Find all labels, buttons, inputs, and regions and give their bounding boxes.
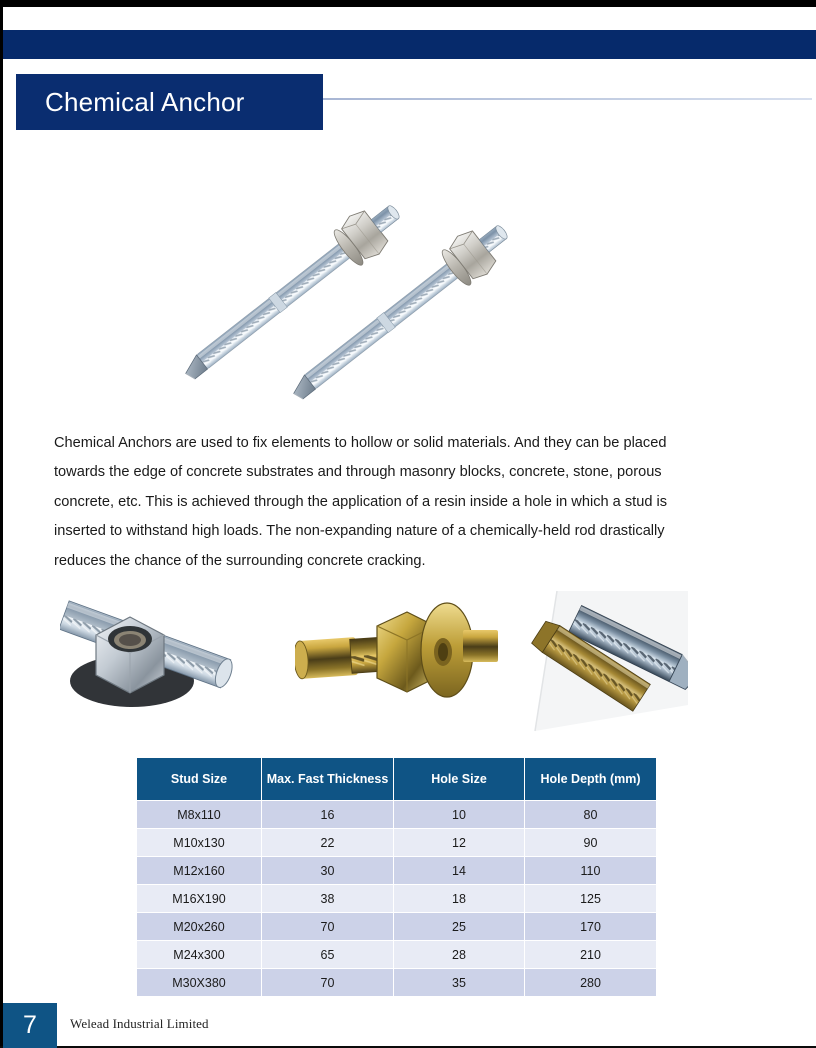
table-header-row [137, 758, 656, 800]
cell-thickness: 70 [262, 969, 393, 996]
cell-thickness: 70 [262, 913, 393, 940]
footer-company-name: Welead Industrial Limited [70, 1016, 209, 1031]
page-title: Chemical Anchor [45, 86, 245, 117]
cell-hole-depth: 280 [525, 969, 656, 996]
table-header-hole-size: Hole Size [394, 758, 524, 800]
table-row [137, 969, 656, 996]
hero-product-image [180, 150, 580, 400]
cell-thickness: 38 [262, 885, 393, 912]
table-row [137, 857, 656, 884]
header-band [3, 30, 816, 59]
cell-stud-size: M20x260 [137, 913, 261, 940]
footer-page-badge [3, 1003, 57, 1048]
page-left-border [0, 0, 3, 1048]
table-body [137, 801, 656, 996]
cell-hole-depth: 125 [525, 885, 656, 912]
page-top-border [0, 0, 816, 7]
cell-hole-size: 35 [394, 969, 524, 996]
cell-hole-size: 28 [394, 941, 524, 968]
title-divider-rule [323, 98, 812, 100]
description-paragraph: Chemical Anchors are used to fix elements to hollow or solid materials. And they can be placed towards the edge of concrete substrates and through masonry blocks, concrete, stone, porous concrete, etc. This is achieved through the application of a resin inside a hole in which a stud is inserted to withstand high loads. The non-expanding nature of a chemically-held rod drastically reduces the chance of the surrounding concrete cracking. [54, 434, 668, 569]
cell-stud-size: M8x110 [137, 801, 261, 828]
cell-thickness: 30 [262, 857, 393, 884]
table-header-stud-size: Stud Size [137, 758, 261, 800]
anchor-studs-illustration [180, 150, 580, 400]
table-row [137, 829, 656, 856]
specification-table [136, 757, 657, 997]
gallery-photo-yellow-zinc-bolt [295, 598, 498, 711]
cell-hole-depth: 80 [525, 801, 656, 828]
table-row [137, 801, 656, 828]
cell-hole-size: 18 [394, 885, 524, 912]
nut-closeup-illustration [60, 585, 256, 707]
cell-stud-size: M30X380 [137, 969, 261, 996]
table-header-hole-depth: Hole Depth (mm) [525, 758, 656, 800]
table-row [137, 941, 656, 968]
yellow-zinc-bolt-illustration [295, 598, 498, 711]
cell-hole-size: 10 [394, 801, 524, 828]
table-row [137, 913, 656, 940]
cell-thickness: 22 [262, 829, 393, 856]
cell-hole-size: 14 [394, 857, 524, 884]
table-header-max-fast-thickness: Max. Fast Thickness [262, 758, 393, 800]
gallery-photo-nut-closeup [60, 585, 256, 707]
page-number: 7 [23, 1011, 37, 1039]
cell-stud-size: M16X190 [137, 885, 261, 912]
cell-hole-depth: 90 [525, 829, 656, 856]
cell-stud-size: M24x300 [137, 941, 261, 968]
cell-hole-size: 12 [394, 829, 524, 856]
section-title-block [16, 74, 323, 130]
cell-stud-size: M12x160 [137, 857, 261, 884]
table-row [137, 885, 656, 912]
cell-hole-depth: 210 [525, 941, 656, 968]
cell-thickness: 65 [262, 941, 393, 968]
cell-hole-size: 25 [394, 913, 524, 940]
cell-hole-depth: 170 [525, 913, 656, 940]
threaded-rods-illustration [513, 583, 688, 743]
cell-thickness: 16 [262, 801, 393, 828]
cell-stud-size: M10x130 [137, 829, 261, 856]
gallery-photo-threaded-rods [513, 583, 688, 743]
cell-hole-depth: 110 [525, 857, 656, 884]
